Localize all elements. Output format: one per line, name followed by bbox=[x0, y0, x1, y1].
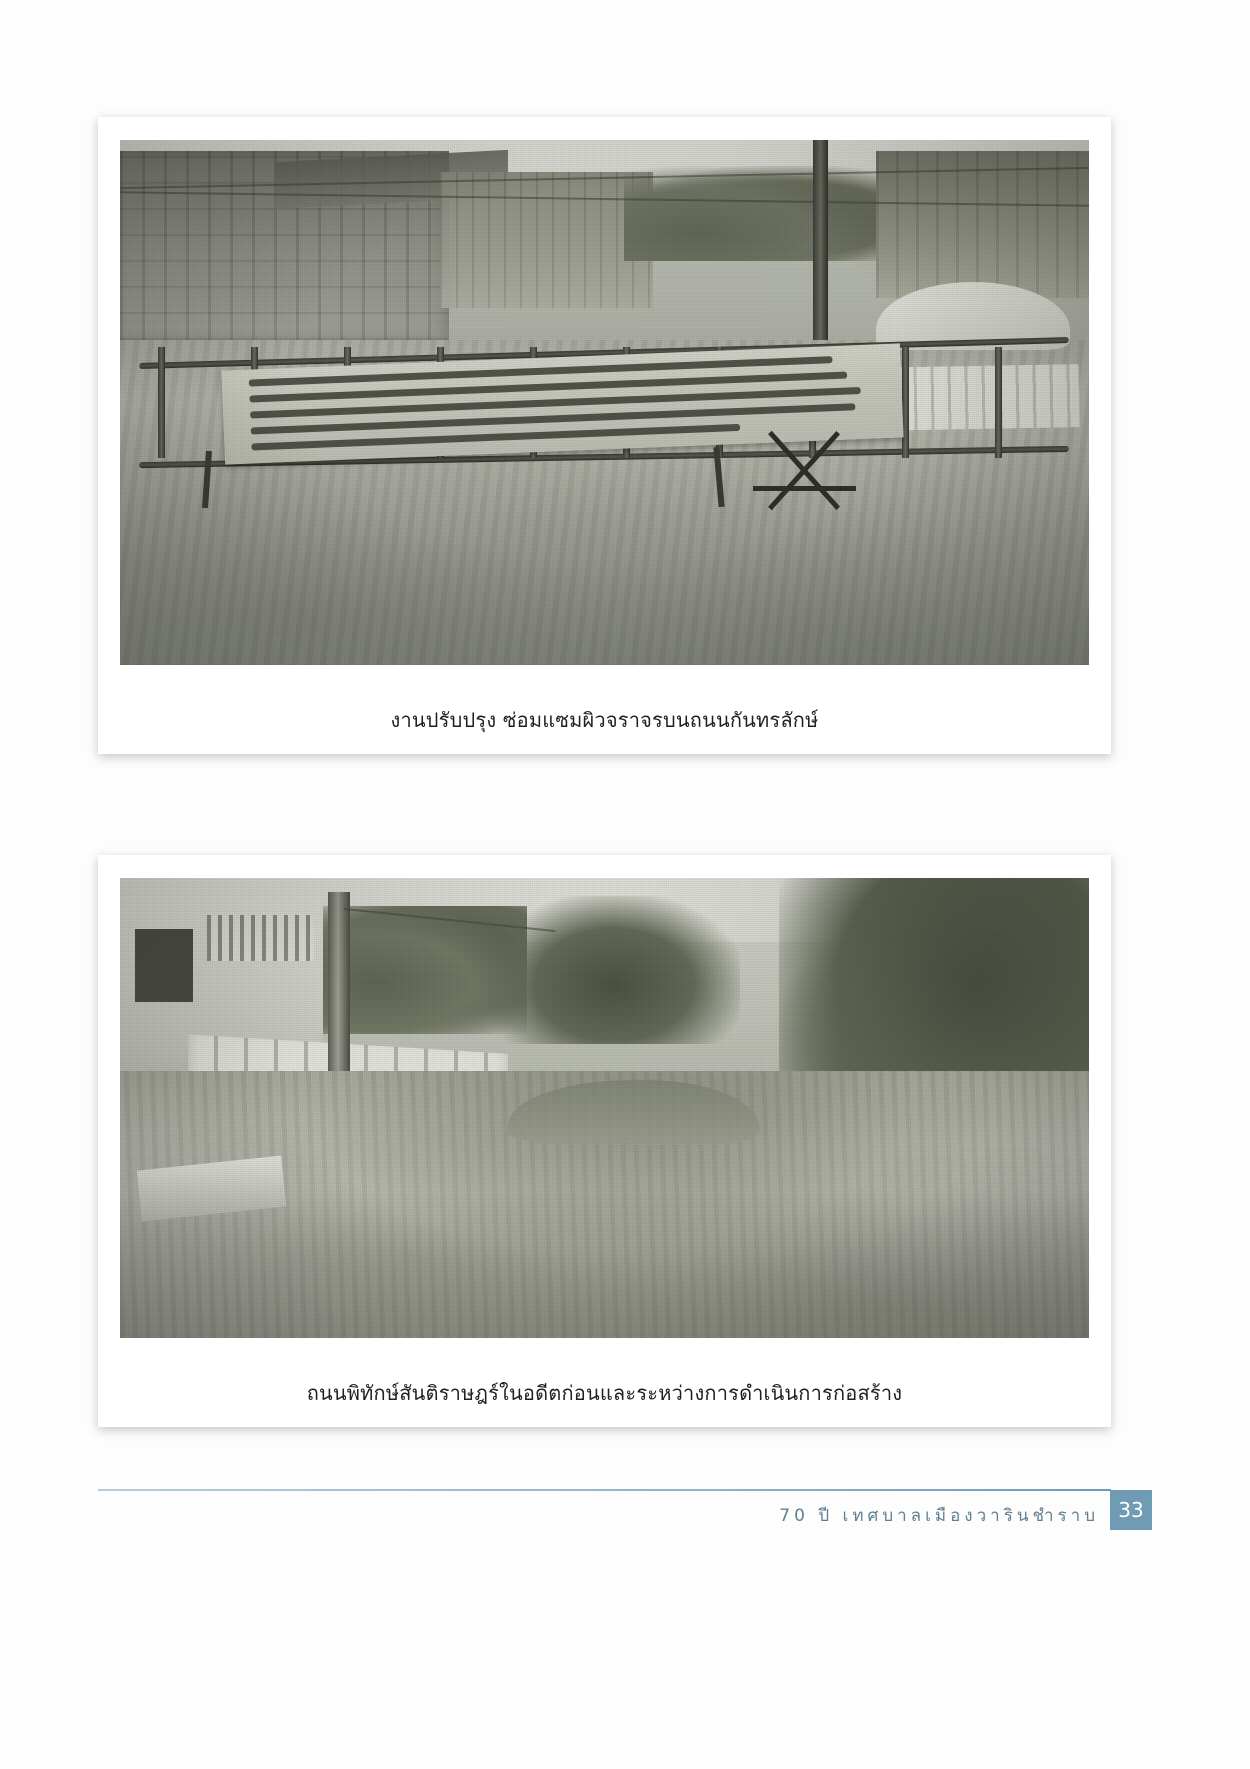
sign-leg-left bbox=[202, 451, 212, 508]
barrier-post bbox=[902, 347, 909, 458]
photo-dirt-road bbox=[120, 878, 1089, 1338]
footer-running-title: 70 ปี เทศบาลเมืองวารินชำราบ bbox=[779, 1506, 1099, 1526]
metal-trestle bbox=[753, 442, 855, 492]
sign-text-line bbox=[250, 387, 861, 419]
mid-shop-row bbox=[440, 172, 653, 309]
sign-text-line bbox=[251, 403, 855, 434]
house-window bbox=[135, 929, 193, 1003]
photo-road-repair bbox=[120, 140, 1089, 665]
sign-text-line bbox=[252, 424, 741, 451]
house-balcony-railing bbox=[207, 915, 314, 961]
figure-image-road-repair bbox=[120, 140, 1089, 665]
figure-card-road-repair bbox=[98, 117, 1111, 754]
figure-caption: ถนนพิทักษ์สันติราษฎร์ในอดีตก่อนและระหว่างการดำเนินการก่อสร้าง bbox=[306, 1381, 903, 1405]
figure-caption: งานปรับปรุง ซ่อมแซมผิวจราจรบนถนนกันทรลักษ์ bbox=[390, 708, 819, 732]
barrier-post bbox=[158, 347, 165, 458]
road-barrier bbox=[139, 350, 1069, 518]
figure-card-pitaksantiratsadorn-road bbox=[98, 855, 1111, 1427]
footer-divider bbox=[98, 1489, 1111, 1491]
figure-image-pitaksantiratsadorn-road bbox=[120, 878, 1089, 1338]
barrier-post bbox=[995, 347, 1002, 458]
sign-text-line bbox=[250, 372, 847, 403]
background-trees bbox=[624, 166, 876, 261]
page-number-badge: 33 bbox=[1110, 1490, 1152, 1530]
center-tree-mass bbox=[488, 896, 740, 1043]
